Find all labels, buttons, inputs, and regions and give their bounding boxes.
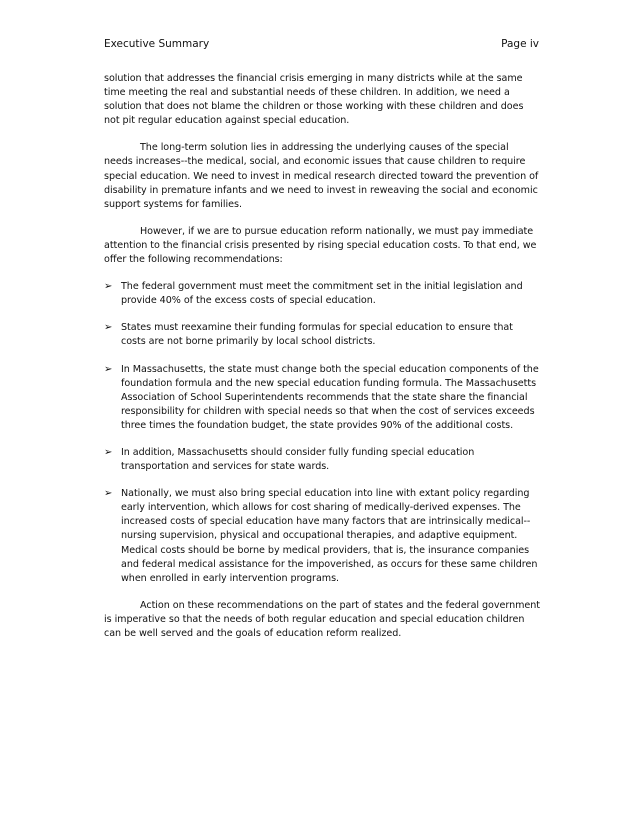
arrow-bullet-icon: ➢ xyxy=(104,363,113,375)
recommendation-text: In addition, Massachusetts should consider fully funding special education transportation and services for state wards. xyxy=(121,446,475,473)
arrow-bullet-icon: ➢ xyxy=(104,322,113,334)
list-item xyxy=(104,487,540,586)
recommendations-list xyxy=(104,280,540,586)
recommendation-text: States must reexamine their funding formulas for special education to ensure that costs are not borne primarily by local school districts. xyxy=(121,322,513,348)
arrow-bullet-icon: ➢ xyxy=(104,488,113,500)
document-body xyxy=(104,72,540,654)
header-title: Executive Summary xyxy=(104,38,210,50)
list-item xyxy=(104,363,540,433)
header-page-number: Page iv xyxy=(501,38,539,50)
recommendation-text: Nationally, we must also bring special education into line with extant policy regarding early intervention, which allows for cost sharing of medically-derived expenses. The increased costs of special education have many factors that are intrinsically medical--nursing supervision, physical and occupational therapies, and adaptive equipment. Medical costs should be borne by medical providers, that is, the insurance companies and federal medical assistance for the impoverished, as occurs for these same children when enrolled in early intervention programs. xyxy=(121,488,538,584)
paragraph-continuation: solution that addresses the financial crisis emerging in many districts while at the same time meeting the real and substantial needs of these children. In addition, we need a solution that does not blame the children or those working with these children and does not pit regular education against special education. xyxy=(104,73,524,127)
arrow-bullet-icon: ➢ xyxy=(104,446,113,458)
list-item xyxy=(104,321,540,349)
arrow-bullet-icon: ➢ xyxy=(104,281,113,293)
paragraph-financial-crisis: However, if we are to pursue education reform nationally, we must pay immediate attention to the financial crisis presented by rising special education costs. To that end, we offer the following recommendations: xyxy=(104,225,537,266)
list-item xyxy=(104,280,540,308)
recommendation-text: The federal government must meet the commitment set in the initial legislation and provide 40% of the excess costs of special education. xyxy=(121,281,523,307)
paragraph-long-term-solution: The long-term solution lies in addressing the underlying causes of the special needs increases--the medical, social, and economic issues that cause children to require special education. We need to invest in medical research directed toward the prevention of disability in premature infants and we need to invest in reweaving the social and economic support systems for families. xyxy=(104,142,539,210)
paragraph-closing: Action on these recommendations on the part of states and the federal government is imperative so that the needs of both regular education and special education children can be well served and the goals of education reform realized. xyxy=(104,599,540,639)
recommendation-text: In Massachusetts, the state must change both the special education components of the foundation formula and the new special education funding formula. The Massachusetts Association of School Superintendents recommends that the state share the financial responsibility for children with special needs so that when the cost of services exceeds three times the foundation budget, the state provides 90% of the additional costs. xyxy=(121,363,539,431)
list-item xyxy=(104,446,540,474)
